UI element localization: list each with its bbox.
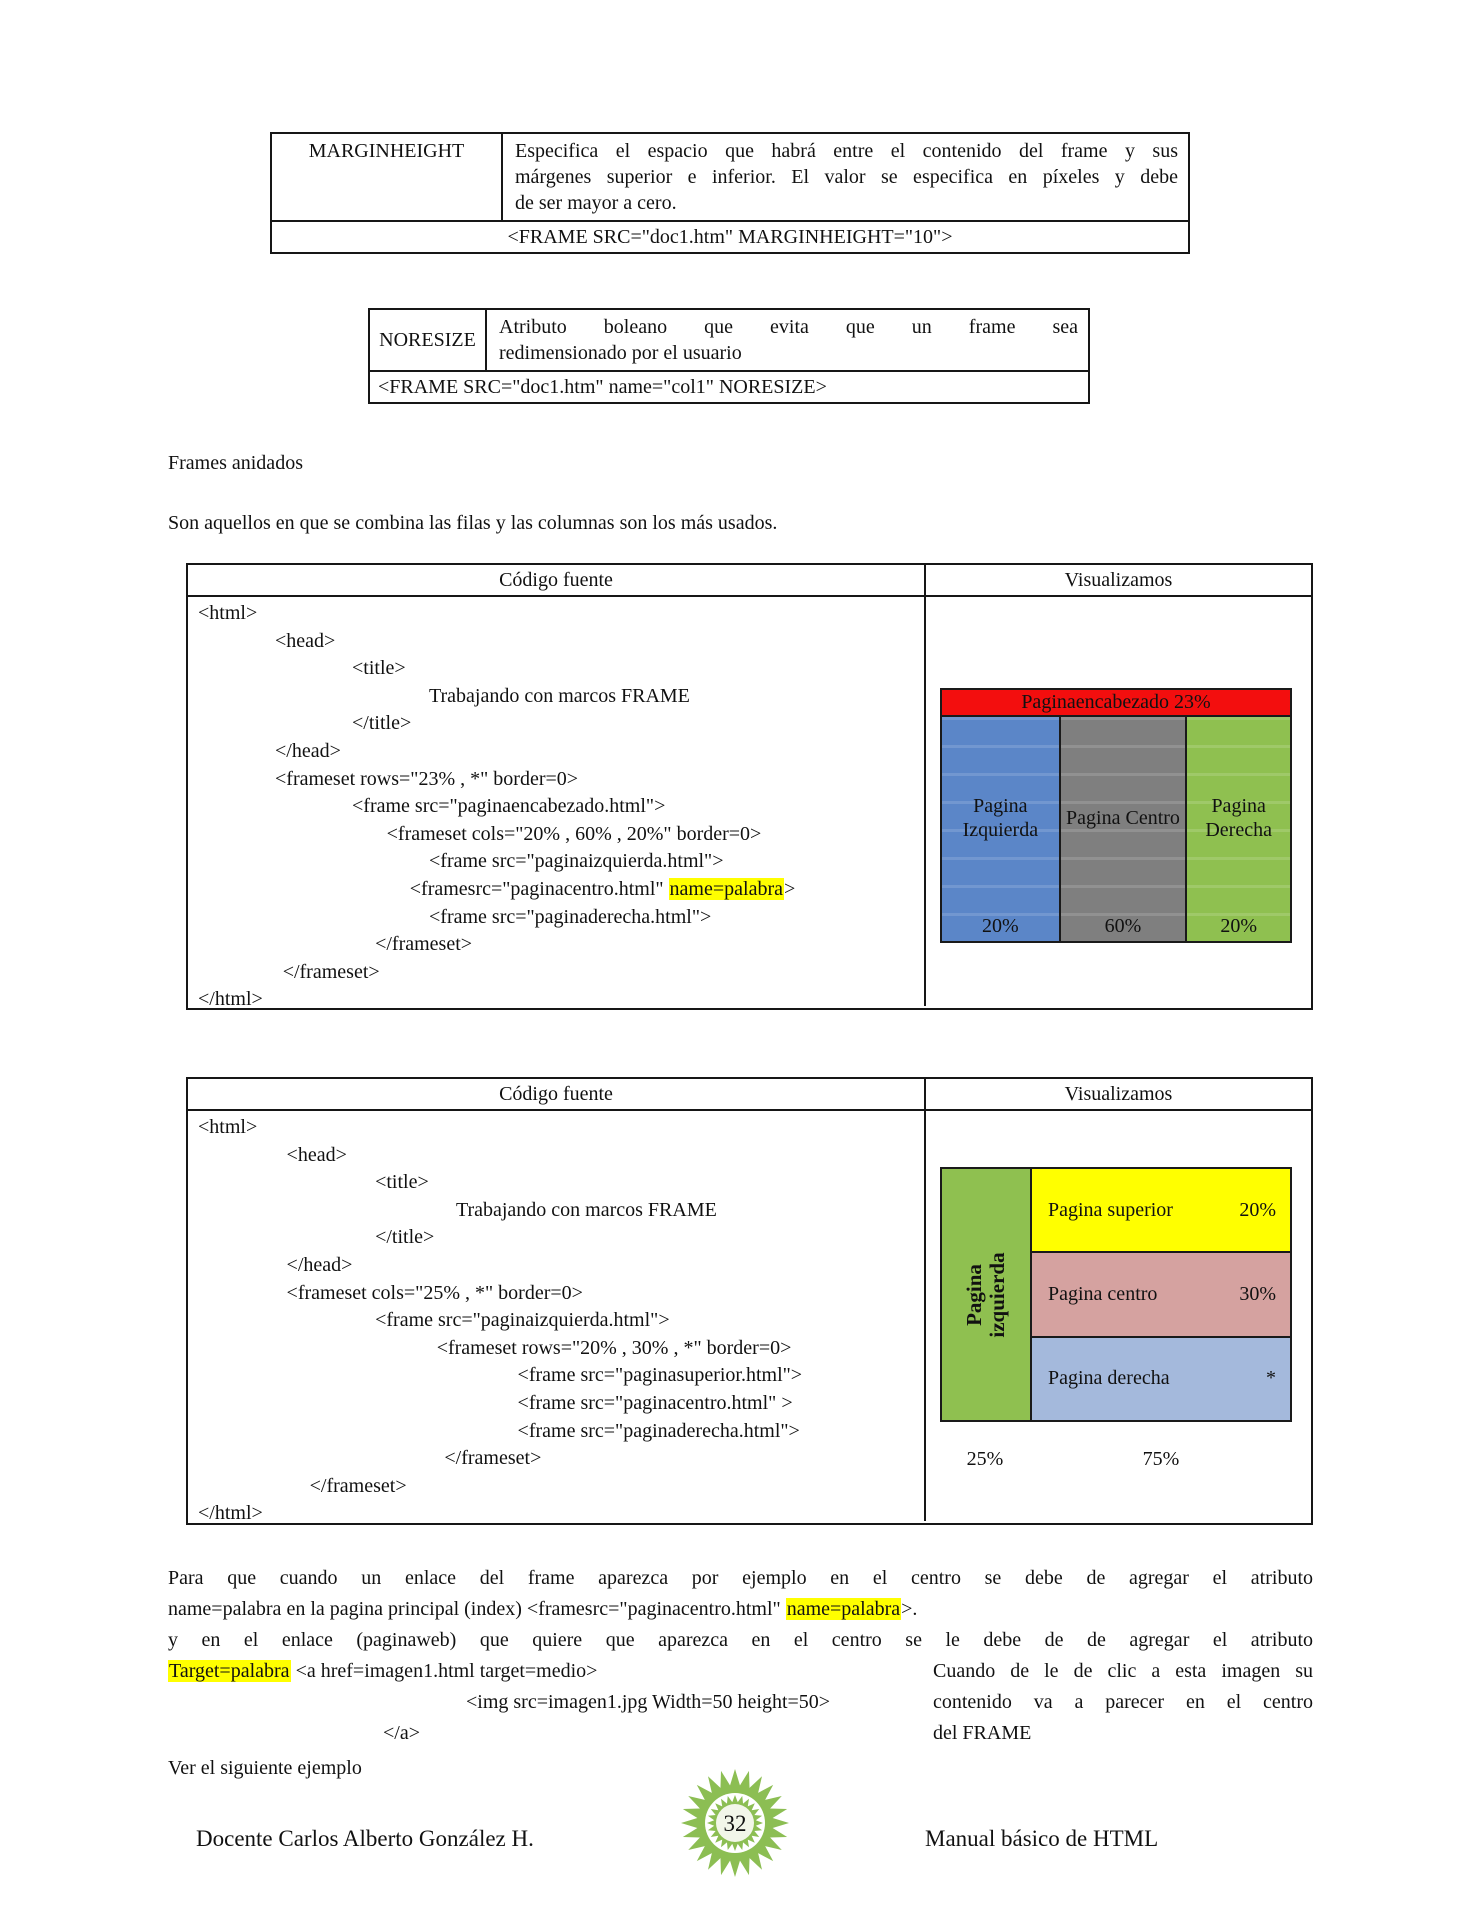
code-line: </html>	[198, 988, 263, 1006]
frame-columns	[942, 717, 1290, 941]
see-example-text: Ver el siguiente ejemplo	[168, 1757, 362, 1779]
frame-rows	[1032, 1169, 1290, 1420]
frame-column	[1061, 717, 1188, 941]
target-attribute-line: Target=palabra <a href=imagen1.html target=medio>	[169, 1660, 598, 1682]
footer-manual-title: Manual básico de HTML	[925, 1826, 1159, 1851]
code-line: </html>	[198, 1502, 263, 1521]
visualization-cell	[926, 597, 1311, 1006]
code-line: <frame src="paginaizquierda.html">	[429, 850, 724, 873]
code-line: <frameset cols="20% , 60% , 20%" border=0>	[386, 822, 762, 845]
code-line: Trabajando con marcos FRAME	[429, 684, 690, 707]
marginheight-attribute-table	[270, 132, 1190, 254]
table-header-row	[188, 565, 1311, 597]
right-percent: 75%	[1142, 1448, 1180, 1470]
anchor-close-line: </a>	[383, 1722, 420, 1744]
frame-header-label: Paginaencabezado 23%	[1021, 691, 1211, 713]
code-line: <html>	[198, 1116, 258, 1138]
attribute-example-code: <FRAME SRC="doc1.htm" MARGINHEIGHT="10">	[507, 226, 953, 248]
frames-cols-rows-table	[186, 1077, 1313, 1525]
code-line: <frame src="paginacentro.html" >	[517, 1391, 793, 1414]
frame-percent-labels	[940, 1448, 1292, 1471]
source-code-cell	[188, 597, 926, 1006]
column-header-source: Código fuente	[188, 1079, 926, 1109]
code-line: <frameset rows="23% , *" border=0>	[275, 767, 579, 790]
section-intro: Son aquellos en que se combina las filas y las columnas son los más usados.	[168, 512, 778, 534]
table-row	[272, 134, 1188, 222]
highlighted-code: name=palabra	[669, 877, 783, 900]
code-line: </frameset>	[282, 960, 380, 983]
source-code-cell	[188, 1111, 926, 1521]
paragraph-line: y en el enlace (paginaweb) que quiere que aparezca en el centro se le debe de de agregar el atributo	[168, 1629, 1313, 1651]
column-header-view: Visualizamos	[1064, 1082, 1173, 1105]
code-line: <title>	[352, 657, 406, 680]
frame-left-column	[942, 1169, 1032, 1420]
code-line: </title>	[352, 712, 412, 735]
table-row	[370, 310, 1088, 372]
attribute-name: MARGINHEIGHT	[272, 134, 503, 220]
text-line: de ser mayor a cero.	[515, 192, 677, 214]
text-line: Atributo boleano que evita que un frame sea	[499, 316, 1078, 338]
frame-column-percent: 60%	[1104, 915, 1142, 937]
footer-author: Docente Carlos Alberto González H.	[196, 1826, 534, 1851]
code-line: <head>	[275, 629, 336, 652]
left-percent: 25%	[966, 1448, 1004, 1470]
text-line: márgenes superior e inferior. El valor se especifica en píxeles y debe	[515, 166, 1178, 188]
code-line: </frameset>	[444, 1447, 542, 1470]
frame-row	[1032, 1338, 1290, 1420]
text-line: contenido va a parecer en el centro	[933, 1691, 1313, 1713]
frame-column-label: Pagina Derecha	[1205, 795, 1272, 841]
frame-header-bar	[942, 690, 1290, 717]
section-heading: Frames anidados	[168, 452, 303, 474]
table-header-row	[188, 1079, 1311, 1111]
text-line: Cuando de le de clic a esta imagen su	[933, 1660, 1313, 1682]
text-line: redimensionado por el usuario	[499, 342, 742, 364]
code-snippet-block	[168, 1656, 933, 1749]
frame-row-label: Pagina derecha	[1048, 1367, 1170, 1390]
frame-column-percent: 20%	[981, 915, 1019, 937]
frame-column	[1187, 717, 1290, 941]
table-body	[188, 1111, 1311, 1521]
frame-row-label: Pagina superior	[1048, 1198, 1173, 1221]
page-number-seal-icon	[680, 1768, 790, 1878]
text-line: del FRAME	[933, 1722, 1032, 1744]
noresize-attribute-table	[368, 308, 1090, 404]
frame-row-value: 30%	[1239, 1282, 1276, 1305]
frame-column	[942, 717, 1061, 941]
code-line: <frameset cols="25% , *" border=0>	[286, 1281, 583, 1304]
code-line: <frame src="paginaderecha.html">	[429, 905, 712, 928]
code-line: <frameset rows="20% , 30% , *" border=0>	[436, 1336, 792, 1359]
side-note	[933, 1656, 1313, 1749]
text-line: Especifica el espacio que habrá entre el contenido del frame y sus	[515, 140, 1178, 162]
code-line: <frame src="paginaderecha.html">	[517, 1419, 800, 1442]
code-line: <frame src="paginaencabezado.html">	[352, 795, 666, 818]
frame-diagram-header-columns	[940, 688, 1292, 943]
table-body	[188, 597, 1311, 1006]
frame-row-value: 20%	[1239, 1198, 1276, 1221]
paragraph-line: Para que cuando un enlace del frame aparezca por ejemplo en el centro se debe de agregar el atributo	[168, 1567, 1313, 1589]
code-line: <framesrc="paginacentro.html" name=palabra>	[409, 877, 796, 900]
frame-row	[1032, 1169, 1290, 1253]
code-line: <title>	[375, 1171, 429, 1194]
page-number: 32	[723, 1811, 747, 1836]
column-header-source: Código fuente	[188, 565, 926, 595]
frame-column-label: Pagina Centro	[1066, 807, 1180, 829]
frame-column-percent: 20%	[1220, 915, 1257, 937]
visualization-cell	[926, 1111, 1311, 1521]
column-header-view: Visualizamos	[1064, 568, 1173, 591]
frame-column-label: Pagina Izquierda	[962, 795, 1039, 841]
frame-row-value: *	[1266, 1367, 1276, 1390]
img-tag-line: <img src=imagen1.jpg Width=50 height=50>	[466, 1691, 831, 1713]
code-line: </title>	[375, 1226, 435, 1249]
code-line: </head>	[286, 1253, 353, 1276]
highlighted-code: name=palabra	[786, 1598, 901, 1620]
code-line: <frame src="paginasuperior.html">	[517, 1364, 803, 1387]
code-line: </head>	[275, 739, 341, 762]
code-line: <html>	[198, 602, 258, 624]
code-line: <head>	[286, 1143, 347, 1166]
attribute-description	[487, 310, 1088, 370]
paragraph-split-row	[168, 1656, 1313, 1749]
code-line: Trabajando con marcos FRAME	[455, 1198, 717, 1221]
attribute-description	[503, 134, 1188, 220]
attribute-example-code: <FRAME SRC="doc1.htm" name="col1" NORESIZE>	[378, 376, 827, 398]
code-line: <frame src="paginaizquierda.html">	[375, 1309, 670, 1332]
frame-diagram-left-rows	[940, 1167, 1292, 1422]
frame-row-label: Pagina centro	[1048, 1282, 1158, 1305]
frames-rows-cols-table	[186, 563, 1313, 1010]
code-line: </frameset>	[375, 933, 473, 956]
explanation-paragraph	[168, 1563, 1313, 1749]
highlighted-code: Target=palabra	[169, 1660, 290, 1682]
frame-row	[1032, 1253, 1290, 1337]
paragraph-line-highlighted: name=palabra en la pagina principal (index) <framesrc="paginacentro.html" name=palabra>.	[168, 1598, 918, 1620]
code-line: </frameset>	[309, 1474, 407, 1497]
attribute-name: NORESIZE	[370, 310, 487, 370]
frame-left-label: Pagina izquierda	[962, 1251, 1009, 1338]
